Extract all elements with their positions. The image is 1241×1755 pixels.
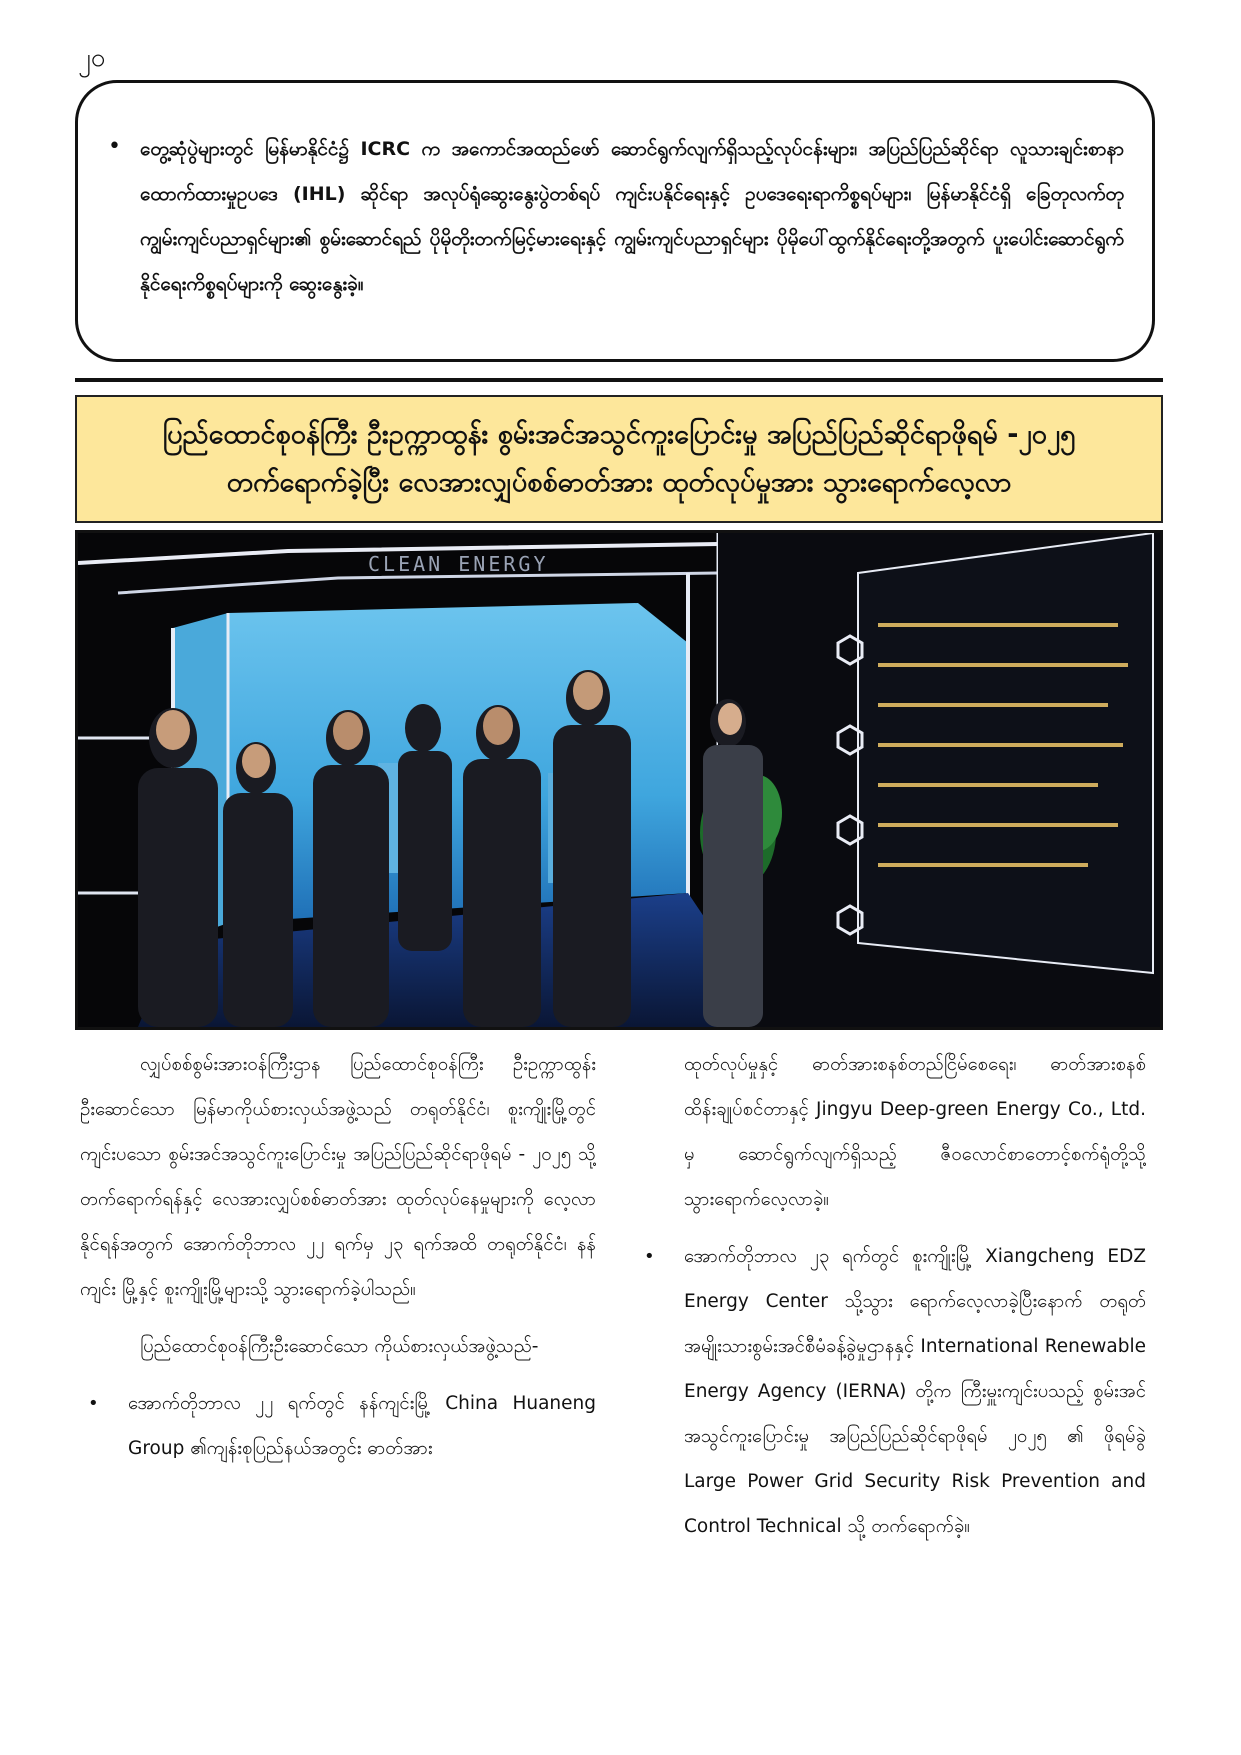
right-column: [636, 1042, 1146, 1549]
body-paragraph-2: ပြည်ထောင်စုဝန်ကြီးဦးဆောင်သော ကိုယ်စားလှယ်အဖွဲ့သည်-: [140, 1336, 539, 1357]
list-item: [80, 1381, 596, 1471]
section-divider: [75, 378, 1163, 382]
article-headline: [75, 395, 1163, 523]
body-paragraph-1: လျှပ်စစ်စွမ်းအားဝန်ကြီးဌာန ပြည်ထောင်စုဝန်ကြီး ဦးဥက္ကာထွန်းဦးဆောင်သော မြန်မာကိုယ်စားလှယ်အဖွဲ့သည် တရုတ်နိုင်ငံ၊ စူးကျိုးမြို့တွင် ကျင်းပသော စွမ်းအင်အသွင်ကူးပြောင်းမှု အပြည်ပြည်ဆိုင်ရာဖိုရမ် - ၂၀၂၅ သို့ တက်ရောက်ရန်နှင့် လေအားလျှပ်စစ်ဓာတ်အား ထုတ်လုပ်နေမှုများကို လေ့လာနိုင်ရန်အတွက် အောက်တိုဘာလ ၂၂ ရက်မှ ၂၃ ရက်အထိ တရုတ်နိုင်ငံ၊ နန်ကျင်း မြို့နှင့် စူးကျိုးမြို့များသို့ သွားရောက်ခဲ့ပါသည်။: [80, 1054, 596, 1300]
bullet-icon: •: [88, 1393, 99, 1414]
list-item-text: အောက်တိုဘာလ ၂၂ ရက်တွင် နန်ကျင်းမြို့ China Huaneng Group ၏ကျန်းစုပြည်နယ်အတွင်း ဓာတ်အား: [128, 1393, 596, 1459]
bullet-icon: •: [644, 1246, 655, 1267]
list-item: [636, 1234, 1146, 1549]
page-number: ၂၀: [78, 43, 106, 73]
photo-illustration: [78, 533, 1160, 1027]
list-item-text: အောက်တိုဘာလ ၂၃ ရက်တွင် စူးကျိုးမြို့ Xiangcheng EDZ Energy Center သို့သွား ရောက်လေ့လာခဲ့ပြီးနောက် တရုတ်အမျိုးသားစွမ်းအင်စီမံခန့်ခွဲမှုဌာနနှင့် International Renewable Energy Agency (IERNA) တို့က ကြီးမှူးကျင်းပသည့် စွမ်းအင်အသွင်ကူးပြောင်းမှု အပြည်ပြည်ဆိုင်ရာဖိုရမ် ၂၀၂၅ ၏ ဖိုရမ်ခွဲ Large Power Grid Security Risk Prevention and Control Technical သို့ တက်ရောက်ခဲ့။: [684, 1246, 1146, 1537]
left-column: [80, 1042, 596, 1471]
list-item-continuation: ထုတ်လုပ်မှုနှင့် ဓာတ်အားစနစ်တည်ငြိမ်စေရေး၊ ဓာတ်အားစနစ် ထိန်းချုပ်စင်တာနှင့် Jingyu Deep-green Energy Co., Ltd. မှ ဆောင်ရွက်လျက်ရှိသည့် ဇီဝလောင်စာတောင့်စက်ရုံတို့သို့ သွားရောက်လေ့လာခဲ့။: [684, 1054, 1146, 1210]
article-photo: [75, 530, 1163, 1030]
clean-energy-sign: CLEAN ENERGY: [368, 552, 549, 576]
intro-box: [75, 80, 1155, 362]
intro-bullet-item: [108, 127, 1124, 307]
bullet-icon: •: [108, 134, 121, 159]
headline-line-1: ပြည်ထောင်စုဝန်ကြီး ဦးဥက္ကာထွန်း စွမ်းအင်အသွင်ကူးပြောင်းမှု အပြည်ပြည်ဆိုင်ရာဖိုရမ် -၂၀၂၅: [162, 419, 1076, 450]
intro-text: တွေ့ဆုံပွဲများတွင် မြန်မာနိုင်ငံ၌ ICRC က အကောင်အထည်ဖော် ဆောင်ရွက်လျက်ရှိသည့်လုပ်ငန်းများ၊ အပြည်ပြည်ဆိုင်ရာ လူသားချင်းစာနာထောက်ထားမှုဥပဒေ (IHL) ဆိုင်ရာ အလုပ်ရုံဆွေးနွေးပွဲတစ်ရပ် ကျင်းပနိုင်ရေးနှင့် ဥပဒေရေးရာကိစ္စရပ်များ၊ မြန်မာနိုင်ငံရှိ ခြေတုလက်တု ကျွမ်းကျင်ပညာရှင်များ၏ စွမ်းဆောင်ရည် ပိုမိုတိုးတက်မြင့်မားရေးနှင့် ကျွမ်းကျင်ပညာရှင်များ ပိုမိုပေါ်ထွက်နိုင်ရေးတို့အတွက် ပူးပေါင်းဆောင်ရွက်နိုင်ရေးကိစ္စရပ်များကို ဆွေးနွေးခဲ့။: [140, 138, 1124, 295]
headline-line-2: တက်ရောက်ခဲ့ပြီး လေအားလျှပ်စစ်ဓာတ်အား ထုတ်လုပ်မှုအား သွားရောက်လေ့လာ: [226, 467, 1012, 498]
